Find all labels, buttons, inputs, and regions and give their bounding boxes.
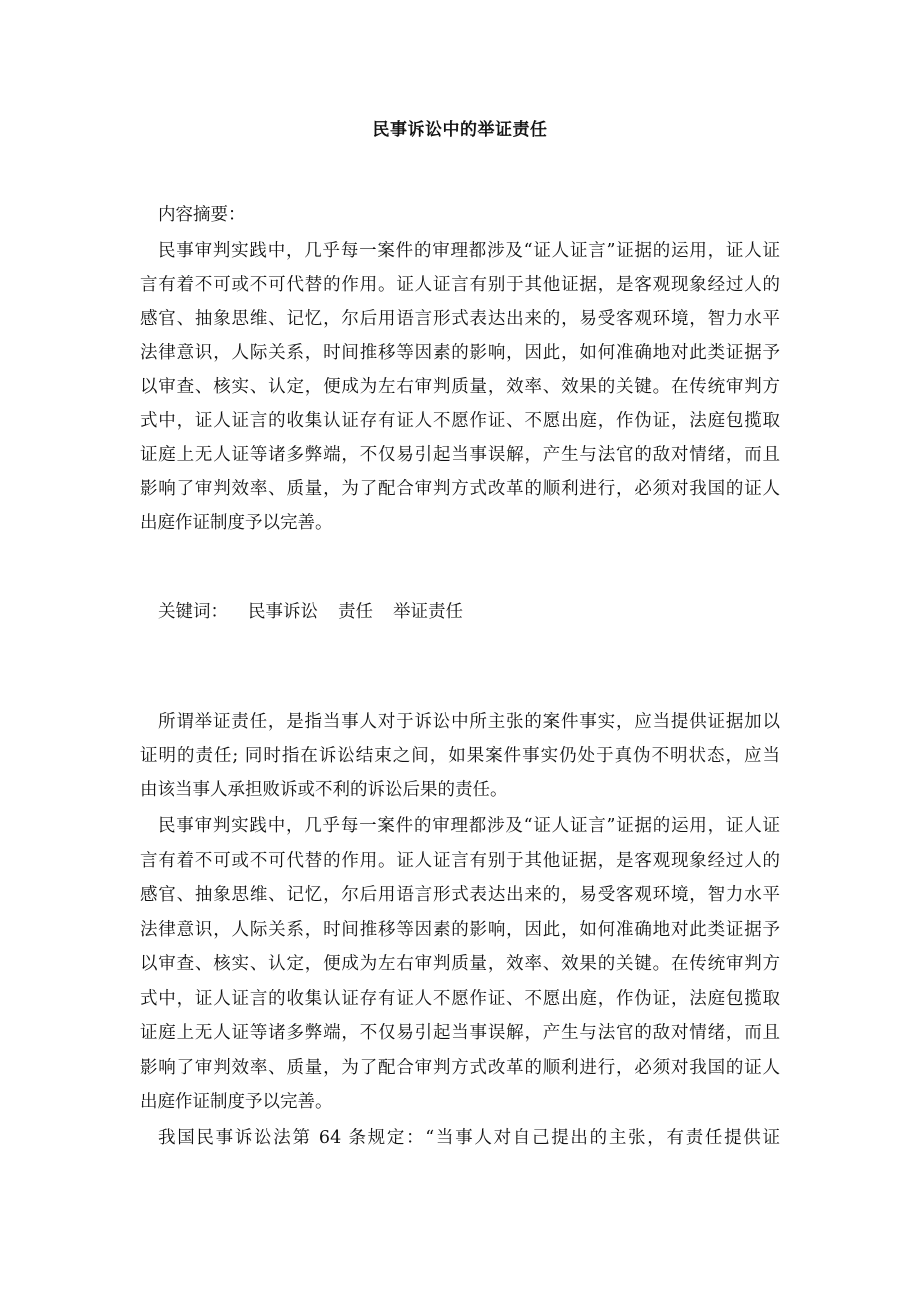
abstract-line: 感官、抽象思维、记忆，尔后用语言形式表达出来的，易受客观环境，智力水平 xyxy=(140,309,780,329)
abstract-line: 以审查、核实、认定，便成为左右审判质量，效率、效果的关键。在传统审判方 xyxy=(140,377,780,397)
document-title: 民事诉讼中的举证责任 xyxy=(372,120,548,140)
keywords-label: 关键词： xyxy=(158,602,228,622)
abstract-line: 民事审判实践中，几乎每一案件的审理都涉及“证人证言”证据的运用，证人证 xyxy=(158,241,780,261)
abstract-line: 证庭上无人证等诸多弊端，不仅易引起当事误解，产生与法官的敌对情绪，而且 xyxy=(140,445,780,465)
body-line: 影响了审判效率、质量，为了配合审判方式改革的顺利进行，必须对我国的证人 xyxy=(140,1058,780,1078)
body-line: 法律意识，人际关系，时间推移等因素的影响，因此，如何准确地对此类证据予 xyxy=(140,920,780,940)
body-line: 出庭作证制度予以完善。 xyxy=(140,1092,333,1112)
body-line: 以审查、核实、认定，便成为左右审判质量，效率、效果的关键。在传统审判方 xyxy=(140,954,780,974)
keyword: 举证责任 xyxy=(393,602,463,622)
body-line: 言有着不可或不可代替的作用。证人证言有别于其他证据，是客观现象经过人的 xyxy=(140,851,780,871)
body-line: 民事审判实践中，几乎每一案件的审理都涉及“证人证言”证据的运用，证人证 xyxy=(158,816,780,836)
abstract-label: 内容摘要： xyxy=(158,205,246,225)
body-line: 我国民事诉讼法第 64 条规定：“当事人对自己提出的主张，有责任提供证 xyxy=(158,1128,780,1148)
body-line: 由该当事人承担败诉或不利的诉讼后果的责任。 xyxy=(140,780,508,800)
abstract-line: 影响了审判效率、质量，为了配合审判方式改革的顺利进行，必须对我国的证人 xyxy=(140,479,780,499)
body-line: 证庭上无人证等诸多弊端，不仅易引起当事误解，产生与法官的敌对情绪，而且 xyxy=(140,1023,780,1043)
keyword: 民事诉讼 xyxy=(248,602,318,622)
body-line: 所谓举证责任，是指当事人对于诉讼中所主张的案件事实，应当提供证据加以 xyxy=(158,712,780,732)
keywords-line xyxy=(158,600,463,624)
abstract-line: 法律意识，人际关系，时间推移等因素的影响，因此，如何准确地对此类证据予 xyxy=(140,343,780,363)
body-line: 感官、抽象思维、记忆，尔后用语言形式表达出来的，易受客观环境，智力水平 xyxy=(140,885,780,905)
body-line: 证明的责任; 同时指在诉讼结束之间，如果案件事实仍处于真伪不明状态，应当 xyxy=(140,746,780,766)
abstract-line: 式中，证人证言的收集认证存有证人不愿作证、不愿出庭，作伪证，法庭包揽取 xyxy=(140,411,780,431)
abstract-line: 出庭作证制度予以完善。 xyxy=(140,513,333,533)
body-line: 式中，证人证言的收集认证存有证人不愿作证、不愿出庭，作伪证，法庭包揽取 xyxy=(140,989,780,1009)
keyword: 责任 xyxy=(338,602,373,622)
abstract-line: 言有着不可或不可代替的作用。证人证言有别于其他证据，是客观现象经过人的 xyxy=(140,275,780,295)
